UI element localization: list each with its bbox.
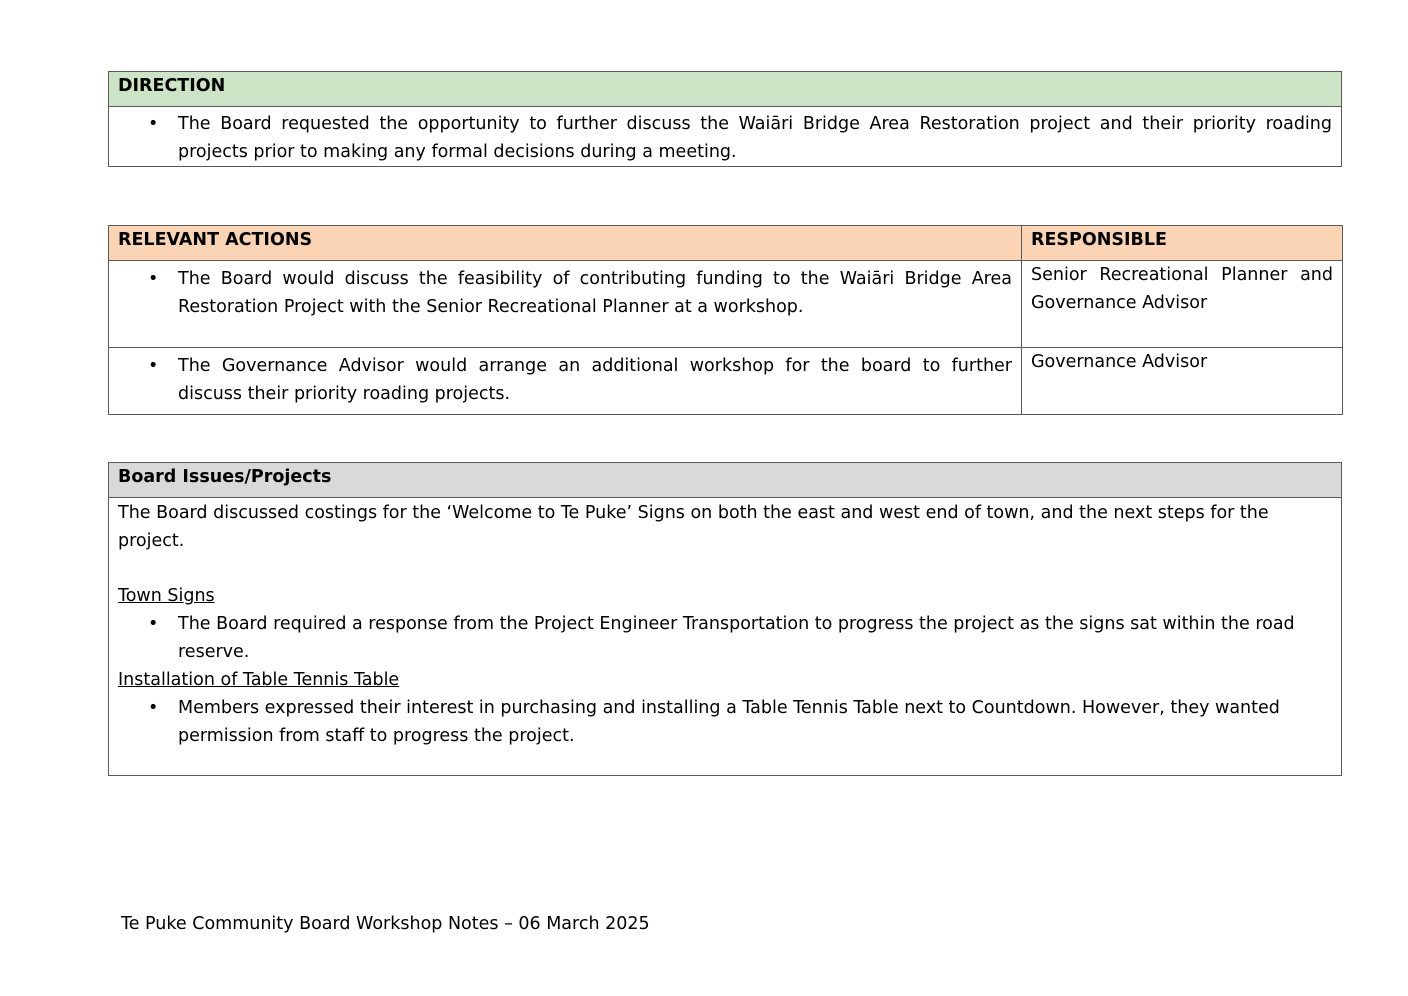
table-row: [109, 348, 1343, 415]
bullet-icon: •: [148, 356, 159, 376]
town-signs-item-text: The Board required a response from the Project Engineer Transportation to progress the project as the signs sat within the road reserve.: [178, 614, 1295, 662]
actions-table: [108, 225, 1343, 415]
issues-table: [108, 462, 1342, 776]
action-list: [118, 265, 1012, 321]
issues-intro: The Board discussed costings for the ‘Welcome to Te Puke’ Signs on both the east and west end of town, and the next steps for the project.: [118, 503, 1269, 551]
responsible-cell: Senior Recreational Planner and Governance Advisor: [1022, 261, 1343, 348]
responsible-cell: Governance Advisor: [1022, 348, 1343, 415]
direction-item-text: The Board requested the opportunity to further discuss the Waiāri Bridge Area Restoration project and their priority roading projects prior to making any formal decisions during a meeting.: [178, 114, 1332, 162]
list-item: [118, 265, 1012, 321]
list-item: [118, 610, 1332, 666]
table-row: [109, 261, 1343, 348]
issues-body: [109, 498, 1342, 776]
bullet-icon: •: [148, 614, 159, 634]
action-text: The Board would discuss the feasibility of contributing funding to the Waiāri Bridge Area Restoration Project with the Senior Recreational Planner at a workshop.: [178, 269, 1012, 317]
list-item: [118, 110, 1332, 166]
direction-list: [118, 110, 1332, 166]
action-text: The Governance Advisor would arrange an additional workshop for the board to further discuss their priority roading projects.: [178, 356, 1012, 404]
bullet-icon: •: [148, 269, 159, 289]
bullet-icon: •: [148, 698, 159, 718]
table-tennis-item-text: Members expressed their interest in purchasing and installing a Table Tennis Table next to Countdown. However, they wanted permission from staff to progress the project.: [178, 698, 1280, 746]
direction-body: [109, 107, 1342, 167]
action-list: [118, 352, 1012, 408]
action-cell: [109, 261, 1022, 348]
table-tennis-list: [118, 694, 1332, 750]
direction-table: [108, 71, 1342, 167]
list-item: [118, 352, 1012, 408]
section-title-town-signs: Town Signs: [118, 586, 215, 606]
list-item: [118, 694, 1332, 750]
actions-header: RELEVANT ACTIONS: [109, 226, 1022, 261]
bullet-icon: •: [148, 114, 159, 134]
town-signs-list: [118, 610, 1332, 666]
direction-header: DIRECTION: [109, 72, 1342, 107]
spacer: [118, 555, 1332, 582]
issues-header: Board Issues/Projects: [109, 463, 1342, 498]
responsible-header: RESPONSIBLE: [1022, 226, 1343, 261]
page-footer: Te Puke Community Board Workshop Notes – 06 March 2025: [121, 914, 650, 934]
section-title-table-tennis: Installation of Table Tennis Table: [118, 670, 400, 690]
action-cell: [109, 348, 1022, 415]
